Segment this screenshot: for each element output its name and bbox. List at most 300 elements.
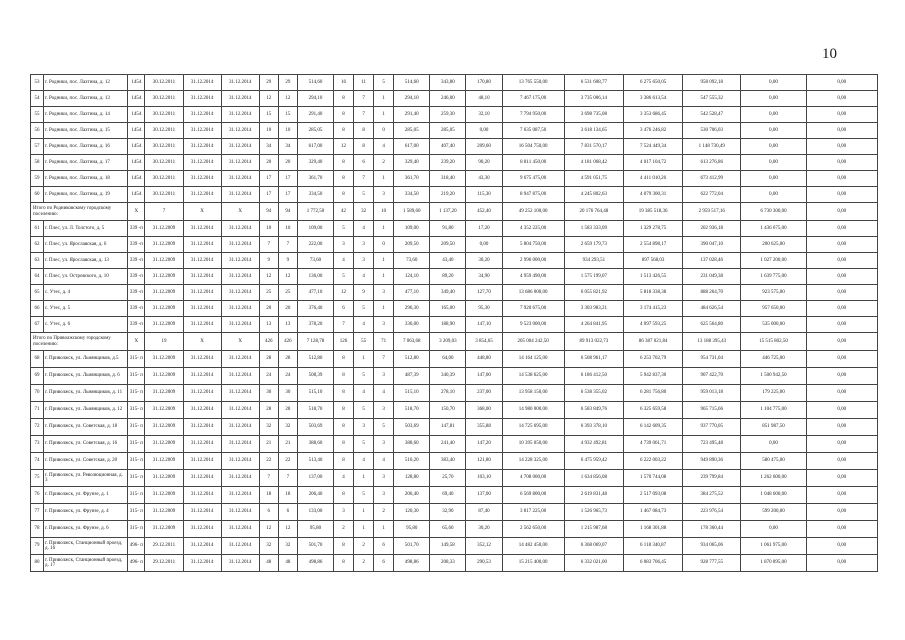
cell-regional-share: 2 554 898,17 <box>623 237 682 253</box>
table-row <box>31 351 878 368</box>
cell-extra-funds: 0,00 <box>741 521 806 538</box>
cell-residents-total: 18 <box>259 487 278 504</box>
cell-residents-total: 10 <box>259 123 278 139</box>
cell-doc-number: 1454 <box>128 123 145 139</box>
cell-residents-relocated: 6 <box>278 504 297 521</box>
cell-doc-number: 315- п <box>128 385 145 402</box>
cell-area-relocated: 336,00 <box>394 317 430 333</box>
cell-date-start: 30.12.2011 <box>145 171 183 187</box>
cell-residents-relocated: 7 <box>278 237 297 253</box>
cell-date-fact: 31.12.2014 <box>221 555 259 572</box>
cell-area-relocated: 296,30 <box>394 301 430 317</box>
subtotal-cell-cost-total: 205 004 242,50 <box>502 333 564 351</box>
cell-doc-number: 1454 <box>128 139 145 155</box>
cell-date-plan: 31.12.2014 <box>183 436 221 453</box>
cell-premises-total: 8 <box>334 155 354 171</box>
cell-date-start: 31.12.2009 <box>145 504 183 521</box>
cell-date-start: 29.12.2011 <box>145 555 183 572</box>
cell-cost-total: 9 523 000,00 <box>502 317 564 333</box>
cell-extra-funds: 1 500 942,50 <box>741 368 806 385</box>
subtotal-cell-date-fact: X <box>221 203 259 221</box>
cell-residents-relocated: 20 <box>278 301 297 317</box>
cell-cost-total: 7 635 087,50 <box>502 123 564 139</box>
cell-fund-share: 1 575 199,07 <box>564 269 623 285</box>
cell-date-plan: 31.12.2014 <box>183 187 221 203</box>
cell-premises-total: 3 <box>334 504 354 521</box>
cell-premises-municipal: 2 <box>374 504 394 521</box>
cell-date-fact: 31.12.2014 <box>221 504 259 521</box>
cell-extra-funds: 0,00 <box>741 436 806 453</box>
cell-area-private: 208,33 <box>430 555 466 572</box>
cell-area-municipal: 209,60 <box>466 139 502 155</box>
cell-premises-total: 8 <box>334 453 354 470</box>
cell-other-funds: 0,00 <box>806 107 877 123</box>
cell-fund-share: 2 619 831,48 <box>564 487 623 504</box>
cell-area-private: 188,90 <box>430 317 466 333</box>
cell-residents-total: 10 <box>259 221 278 237</box>
cell-residents-total: 13 <box>259 317 278 333</box>
cell-premises-private: 4 <box>354 269 374 285</box>
cell-area-municipal: 368,00 <box>466 402 502 419</box>
subtotal-cell-extra-funds: 6 730 300,00 <box>741 203 806 221</box>
cell-address: с. Утес, д. 5 <box>44 301 128 317</box>
cell-area-private: 25,70 <box>430 470 466 487</box>
cell-other-funds: 0,00 <box>806 385 877 402</box>
cell-residents-total: 20 <box>259 301 278 317</box>
cell-other-funds: 0,00 <box>806 368 877 385</box>
cell-residents-relocated: 9 <box>278 253 297 269</box>
cell-premises-municipal: 3 <box>374 368 394 385</box>
cell-premises-private: 2 <box>354 555 374 572</box>
cell-regional-share: 6 083 706,45 <box>623 555 682 572</box>
table-row <box>31 91 878 107</box>
cell-address: г. Родники, пос. Лахтина, д. 15 <box>44 123 128 139</box>
cell-regional-share: 5 942 837,30 <box>623 368 682 385</box>
cell-area-private: 239,20 <box>430 155 466 171</box>
cell-other-funds: 0,00 <box>806 487 877 504</box>
cell-date-plan: 31.12.2014 <box>183 317 221 333</box>
cell-premises-total: 2 <box>334 521 354 538</box>
cell-extra-funds: 0,00 <box>741 155 806 171</box>
cell-premises-municipal: 2 <box>374 155 394 171</box>
cell-extra-funds: 1 262 600,00 <box>741 470 806 487</box>
cell-regional-share: 4 097 593,25 <box>623 317 682 333</box>
cell-extra-funds: 1 061 975,00 <box>741 538 806 555</box>
cell-area-total: 388,60 <box>297 436 333 453</box>
cell-municipal-share: 958 092,18 <box>683 75 741 91</box>
cell-cost-total: 6 569 800,00 <box>502 487 564 504</box>
subtotal-cell-date-start: 19 <box>145 333 183 351</box>
cell-area-private: 383,40 <box>430 453 466 470</box>
cell-address: г. Приволжск, ул. Льнянщиков, д. 6 <box>44 368 128 385</box>
cell-area-relocated: 510,20 <box>394 453 430 470</box>
cell-date-start: 31.12.2009 <box>145 253 183 269</box>
cell-area-private: 89,20 <box>430 269 466 285</box>
cell-area-total: 513,40 <box>297 453 333 470</box>
cell-premises-total: 3 <box>334 237 354 253</box>
table-row <box>31 237 878 253</box>
table-row <box>31 453 878 470</box>
cell-extra-funds: 446 725,00 <box>741 351 806 368</box>
cell-premises-private: 4 <box>354 453 374 470</box>
cell-fund-share: 6 475 959,42 <box>564 453 623 470</box>
cell-premises-private: 5 <box>354 301 374 317</box>
cell-row-number: 56 <box>31 123 44 139</box>
cell-extra-funds: 0,00 <box>741 75 806 91</box>
cell-premises-private: 7 <box>354 107 374 123</box>
cell-address: г. Приволжск, ул. Советская, д. 18 <box>44 419 128 436</box>
cell-address: г. Приволжск, ул. Фрунзе, д. 4 <box>44 504 128 521</box>
cell-regional-share: 897 568,03 <box>623 253 682 269</box>
cell-area-municipal: 170,80 <box>466 75 502 91</box>
cell-area-private: 64,00 <box>430 351 466 368</box>
cell-cost-total: 7 467 175,00 <box>502 91 564 107</box>
subtotal-cell-fund-share: 20 176 764,48 <box>564 203 623 221</box>
cell-premises-private: 2 <box>354 538 374 555</box>
cell-regional-share: 7 524 449,34 <box>623 139 682 155</box>
cell-area-municipal: 121,80 <box>466 453 502 470</box>
cell-date-plan: 31.12.2014 <box>183 419 221 436</box>
cell-address: г. Родники, пос. Лахтина, д. 14 <box>44 107 128 123</box>
cell-date-plan: 31.12.2014 <box>183 470 221 487</box>
cell-area-relocated: 503,69 <box>394 419 430 436</box>
cell-residents-total: 32 <box>259 538 278 555</box>
cell-premises-private: 1 <box>354 521 374 538</box>
cell-row-number: 67 <box>31 317 44 333</box>
table-row <box>31 285 878 301</box>
cell-row-number: 59 <box>31 171 44 187</box>
cell-regional-share: 6 281 756,80 <box>623 385 682 402</box>
cell-other-funds: 0,00 <box>806 301 877 317</box>
cell-cost-total: 9 675 475,00 <box>502 171 564 187</box>
cell-area-total: 285,05 <box>297 123 333 139</box>
cell-cost-total: 4 708 000,00 <box>502 470 564 487</box>
cell-premises-municipal: 6 <box>374 555 394 572</box>
subtotal-cell-residents-relocated: 94 <box>278 203 297 221</box>
cell-area-relocated: 388,60 <box>394 436 430 453</box>
subtotal-cell-area-relocated: 7 063,68 <box>394 333 430 351</box>
cell-date-plan: 31.12.2014 <box>183 269 221 285</box>
cell-area-municipal: 48,10 <box>466 91 502 107</box>
cell-area-private: 259,30 <box>430 107 466 123</box>
cell-date-fact: 31.12.2014 <box>221 123 259 139</box>
cell-regional-share: 6 142 609,35 <box>623 419 682 436</box>
cell-other-funds: 0,00 <box>806 171 877 187</box>
cell-extra-funds: 851 987,50 <box>741 419 806 436</box>
cell-extra-funds: 0,00 <box>741 139 806 155</box>
cell-row-number: 64 <box>31 269 44 285</box>
cell-row-number: 70 <box>31 385 44 402</box>
cell-doc-number: 1454 <box>128 187 145 203</box>
cell-date-plan: 31.12.2014 <box>183 285 221 301</box>
cell-fund-share: 6 583 849,76 <box>564 402 623 419</box>
cell-area-relocated: 109,00 <box>394 221 430 237</box>
cell-date-start: 30.12.2011 <box>145 91 183 107</box>
cell-other-funds: 0,00 <box>806 402 877 419</box>
cell-regional-share: 3 353 686,45 <box>623 107 682 123</box>
cell-date-fact: 31.12.2014 <box>221 107 259 123</box>
cell-municipal-share: 202 936,18 <box>683 221 741 237</box>
cell-extra-funds: 599 200,00 <box>741 504 806 521</box>
cell-cost-total: 4 959 490,00 <box>502 269 564 285</box>
cell-date-fact: 31.12.2014 <box>221 351 259 368</box>
cell-municipal-share: 547 555,32 <box>683 91 741 107</box>
cell-premises-private: 5 <box>354 487 374 504</box>
cell-area-municipal: 290,53 <box>466 555 502 572</box>
cell-area-private: 219,20 <box>430 187 466 203</box>
cell-area-private: 343,80 <box>430 75 466 91</box>
table-row <box>31 187 878 203</box>
cell-doc-number: 1454 <box>128 91 145 107</box>
cell-residents-relocated: 15 <box>278 107 297 123</box>
cell-area-municipal: 43,30 <box>466 171 502 187</box>
cell-premises-private: 1 <box>354 504 374 521</box>
cell-residents-relocated: 17 <box>278 187 297 203</box>
cell-area-private: 349,40 <box>430 285 466 301</box>
cell-premises-private: 11 <box>354 75 374 91</box>
cell-area-relocated: 294,10 <box>394 91 430 107</box>
cell-cost-total: 14 228 325,00 <box>502 453 564 470</box>
cell-premises-total: 8 <box>334 123 354 139</box>
cell-premises-total: 8 <box>334 436 354 453</box>
cell-doc-number: 1454 <box>128 107 145 123</box>
cell-row-number: 69 <box>31 368 44 385</box>
cell-municipal-share: 928 777,55 <box>683 555 741 572</box>
cell-area-total: 329,40 <box>297 155 333 171</box>
cell-cost-total: 8 811 450,00 <box>502 155 564 171</box>
cell-address: г. Приволжск, Станционный проезд, д. 17 <box>44 555 128 572</box>
cell-premises-private: 8 <box>354 123 374 139</box>
cell-date-start: 31.12.2009 <box>145 453 183 470</box>
cell-fund-share: 3 303 983,21 <box>564 301 623 317</box>
cell-residents-total: 48 <box>259 555 278 572</box>
cell-premises-private: 7 <box>354 171 374 187</box>
cell-extra-funds: 200 625,00 <box>741 237 806 253</box>
subtotal-cell-premises-private: 55 <box>354 333 374 351</box>
cell-row-number: 58 <box>31 155 44 171</box>
cell-date-start: 30.12.2011 <box>145 123 183 139</box>
cell-area-relocated: 487,39 <box>394 368 430 385</box>
table-row <box>31 402 878 419</box>
cell-municipal-share: 542 528,47 <box>683 107 741 123</box>
cell-residents-total: 21 <box>259 436 278 453</box>
cell-municipal-share: 907 422,70 <box>683 368 741 385</box>
cell-date-plan: 31.12.2014 <box>183 253 221 269</box>
cell-fund-share: 7 831 570,17 <box>564 139 623 155</box>
cell-municipal-share: 1 148 730,49 <box>683 139 741 155</box>
cell-premises-private: 3 <box>354 419 374 436</box>
cell-date-plan: 31.12.2014 <box>183 107 221 123</box>
cell-doc-number: 315- п <box>128 368 145 385</box>
cell-area-relocated: 514,60 <box>394 75 430 91</box>
cell-area-relocated: 361,70 <box>394 171 430 187</box>
subtotal-cell-municipal-share: 13 188 395,43 <box>683 333 741 351</box>
cell-residents-relocated: 30 <box>278 385 297 402</box>
cell-residents-relocated: 10 <box>278 123 297 139</box>
table-row <box>31 538 878 555</box>
cell-municipal-share: 384 275,52 <box>683 487 741 504</box>
cell-area-relocated: 128,80 <box>394 470 430 487</box>
cell-area-total: 508,39 <box>297 368 333 385</box>
subtotal-cell-residents-total: 94 <box>259 203 278 221</box>
cell-area-total: 498,86 <box>297 555 333 572</box>
cell-row-number: 54 <box>31 91 44 107</box>
cell-extra-funds: 1 048 600,00 <box>741 487 806 504</box>
cell-premises-municipal: 6 <box>374 538 394 555</box>
cell-date-fact: 31.12.2014 <box>221 91 259 107</box>
cell-cost-total: 13 958 150,00 <box>502 385 564 402</box>
cell-area-private: 32,90 <box>430 504 466 521</box>
cell-date-start: 31.12.2009 <box>145 470 183 487</box>
cell-area-total: 617,00 <box>297 139 333 155</box>
cell-premises-private: 3 <box>354 237 374 253</box>
cell-address: г. Родники, пос. Лахтина, д. 18 <box>44 171 128 187</box>
cell-regional-share: 6 118 340,87 <box>623 538 682 555</box>
cell-premises-total: 5 <box>334 221 354 237</box>
cell-area-total: 518,70 <box>297 402 333 419</box>
cell-other-funds: 0,00 <box>806 285 877 301</box>
cell-premises-total: 5 <box>334 269 354 285</box>
cell-other-funds: 0,00 <box>806 555 877 572</box>
cell-date-fact: 31.12.2014 <box>221 317 259 333</box>
cell-date-fact: 31.12.2014 <box>221 221 259 237</box>
cell-area-municipal: 448,80 <box>466 351 502 368</box>
cell-premises-municipal: 7 <box>374 351 394 368</box>
cell-premises-total: 8 <box>334 91 354 107</box>
cell-cost-total: 4 352 225,00 <box>502 221 564 237</box>
cell-residents-relocated: 7 <box>278 470 297 487</box>
cell-area-relocated: 124,10 <box>394 269 430 285</box>
cell-date-plan: 31.12.2014 <box>183 504 221 521</box>
cell-date-start: 31.12.2009 <box>145 368 183 385</box>
cell-date-plan: 31.12.2014 <box>183 521 221 538</box>
cell-row-number: 77 <box>31 504 44 521</box>
cell-doc-number: 315- п <box>128 504 145 521</box>
cell-residents-relocated: 34 <box>278 139 297 155</box>
cell-area-municipal: 103,10 <box>466 470 502 487</box>
cell-municipal-share: 937 770,05 <box>683 419 741 436</box>
cell-doc-number: 315- п <box>128 487 145 504</box>
cell-area-municipal: 34,90 <box>466 269 502 285</box>
subtotal-cell-municipal-share: 2 959 517,16 <box>683 203 741 221</box>
cell-date-start: 31.12.2009 <box>145 351 183 368</box>
cell-date-plan: 31.12.2014 <box>183 75 221 91</box>
subtotal-label: Итого по Родниковскому городскому поселению: <box>31 203 128 221</box>
subtotal-cell-date-plan: X <box>183 203 221 221</box>
cell-municipal-share: 673 412,99 <box>683 171 741 187</box>
cell-date-fact: 31.12.2014 <box>221 402 259 419</box>
cell-date-start: 30.12.2011 <box>145 139 183 155</box>
cell-other-funds: 0,00 <box>806 91 877 107</box>
cell-doc-number: 315- п <box>128 436 145 453</box>
cell-extra-funds: 535 000,00 <box>741 317 806 333</box>
cell-date-start: 30.12.2011 <box>145 75 183 91</box>
cell-area-total: 512,80 <box>297 351 333 368</box>
cell-fund-share: 1 634 856,08 <box>564 470 623 487</box>
cell-area-private: 241,40 <box>430 436 466 453</box>
subtotal-cell-regional-share: 19 385 518,36 <box>623 203 682 221</box>
cell-cost-total: 16 504 750,00 <box>502 139 564 155</box>
cell-premises-municipal: 3 <box>374 187 394 203</box>
cell-area-private: 246,00 <box>430 91 466 107</box>
cell-residents-total: 30 <box>259 385 278 402</box>
cell-area-relocated: 518,70 <box>394 402 430 419</box>
table-row <box>31 487 878 504</box>
cell-other-funds: 0,00 <box>806 139 877 155</box>
cell-date-start: 29.12.2011 <box>145 538 183 555</box>
cell-doc-number: 339 -п <box>128 285 145 301</box>
cell-cost-total: 14 725 695,00 <box>502 419 564 436</box>
cell-premises-private: 4 <box>354 221 374 237</box>
cell-date-fact: 31.12.2014 <box>221 75 259 91</box>
cell-area-private: 340,39 <box>430 368 466 385</box>
cell-area-private: 149,58 <box>430 538 466 555</box>
table-row <box>31 419 878 436</box>
cell-premises-total: 8 <box>334 171 354 187</box>
subtotal-cell-date-start: 7 <box>145 203 183 221</box>
subtotal-cell-date-fact: X <box>221 333 259 351</box>
cell-premises-private: 3 <box>354 253 374 269</box>
cell-address: г. Приволжск, ул. Советская, д. 20 <box>44 453 128 470</box>
cell-other-funds: 0,00 <box>806 521 877 538</box>
cell-area-relocated: 334,50 <box>394 187 430 203</box>
cell-premises-municipal: 4 <box>374 139 394 155</box>
cell-area-municipal: 90,20 <box>466 155 502 171</box>
cell-premises-total: 12 <box>334 285 354 301</box>
cell-doc-number: 1454 <box>128 75 145 91</box>
cell-date-fact: 31.12.2014 <box>221 301 259 317</box>
cell-address: г. Приволжск, ул. Льнянщиков, д. 11 <box>44 385 128 402</box>
cell-premises-municipal: 1 <box>374 301 394 317</box>
cell-row-number: 68 <box>31 351 44 368</box>
cell-area-relocated: 617,00 <box>394 139 430 155</box>
cell-residents-relocated: 32 <box>278 419 297 436</box>
cell-area-total: 136,00 <box>297 269 333 285</box>
cell-premises-total: 16 <box>334 75 354 91</box>
cell-date-plan: 31.12.2014 <box>183 301 221 317</box>
subtotal-cell-area-municipal: 3 854,65 <box>466 333 502 351</box>
cell-doc-number: 339 -п <box>128 221 145 237</box>
cell-area-private: 285,05 <box>430 123 466 139</box>
cell-area-municipal: 0,00 <box>466 123 502 139</box>
cell-date-start: 31.12.2009 <box>145 487 183 504</box>
cell-residents-relocated: 17 <box>278 171 297 187</box>
cell-date-start: 31.12.2009 <box>145 385 183 402</box>
cell-area-total: 378,20 <box>297 317 333 333</box>
cell-date-plan: 31.12.2014 <box>183 351 221 368</box>
cell-cost-total: 13 686 000,00 <box>502 285 564 301</box>
cell-doc-number: 315- п <box>128 351 145 368</box>
cell-municipal-share: 888 264,70 <box>683 285 741 301</box>
cell-date-fact: 31.12.2014 <box>221 187 259 203</box>
cell-other-funds: 0,00 <box>806 253 877 269</box>
cell-row-number: 74 <box>31 453 44 470</box>
subtotal-cell-premises-municipal: 71 <box>374 333 394 351</box>
cell-municipal-share: 231 049,38 <box>683 269 741 285</box>
cell-area-private: 278,10 <box>430 385 466 402</box>
table-row <box>31 301 878 317</box>
cell-date-start: 31.12.2009 <box>145 221 183 237</box>
cell-date-plan: 31.12.2014 <box>183 385 221 402</box>
cell-premises-private: 5 <box>354 187 374 203</box>
cell-doc-number: 496- п <box>128 555 145 572</box>
cell-area-private: 150,70 <box>430 402 466 419</box>
cell-other-funds: 0,00 <box>806 504 877 521</box>
cell-row-number: 61 <box>31 221 44 237</box>
cell-residents-relocated: 29 <box>278 75 297 91</box>
table-row <box>31 385 878 402</box>
cell-premises-municipal: 4 <box>374 453 394 470</box>
